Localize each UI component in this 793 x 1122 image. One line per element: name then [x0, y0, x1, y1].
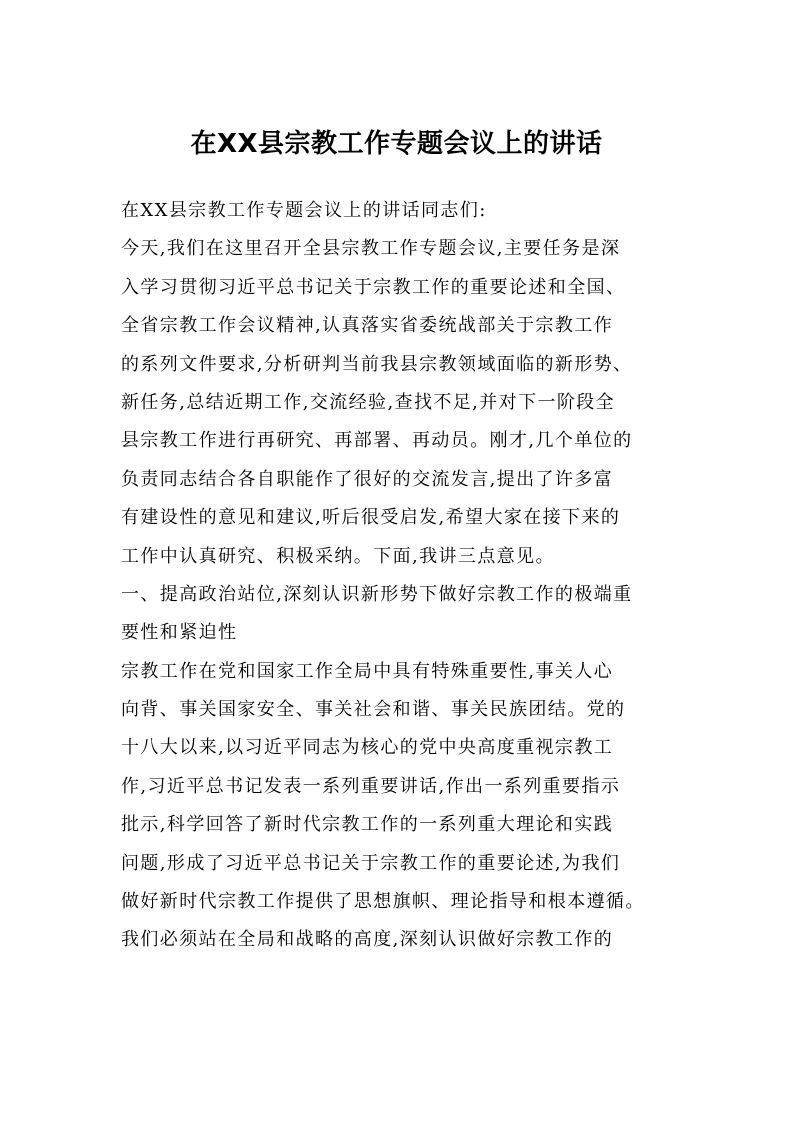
section-heading-line: 一、提高政治站位,深刻认识新形势下做好宗教工作的极端重 — [121, 583, 633, 605]
body-line: 问题,形成了习近平总书记关于宗教工作的重要论述,为我们 — [121, 852, 621, 874]
body-line: 批示,科学回答了新时代宗教工作的一系列重大理论和实践 — [121, 814, 614, 836]
document-title: 在XX县宗教工作专题会议上的讲话 — [190, 129, 603, 159]
body-line: 工作中认真研究、积极采纳。下面,我讲三点意见。 — [121, 545, 555, 567]
body-line: 十八大以来,以习近平同志为核心的党中央高度重视宗教工 — [121, 737, 614, 759]
body-line: 做好新时代宗教工作提供了思想旗帜、理论指导和根本遵循。 — [121, 891, 645, 913]
body-line: 全省宗教工作会议精神,认真落实省委统战部关于宗教工作 — [121, 315, 614, 337]
body-line: 我们必须站在全局和战略的高度,深刻认识做好宗教工作的 — [121, 929, 614, 951]
document-body — [121, 192, 677, 960]
body-line: 作,习近平总书记发表一系列重要讲话,作出一系列重要指示 — [121, 775, 621, 797]
body-line: 的系列文件要求,分析研判当前我县宗教领域面临的新形势、 — [121, 353, 633, 375]
body-line: 有建设性的意见和建议,听后很受启发,希望大家在接下来的 — [121, 507, 621, 529]
section-heading-line: 要性和紧迫性 — [121, 622, 238, 644]
body-line: 向背、事关国家安全、事关社会和谐、事关民族团结。党的 — [121, 699, 626, 721]
body-line: 宗教工作在党和国家工作全局中具有特殊重要性,事关人心 — [121, 660, 614, 682]
body-line: 县宗教工作进行再研究、再部署、再动员。刚才,几个单位的 — [121, 430, 633, 452]
body-line: 在XX县宗教工作专题会议上的讲话同志们: — [121, 200, 487, 221]
body-line: 入学习贯彻习近平总书记关于宗教工作的重要论述和全国、 — [121, 276, 626, 298]
body-line: 今天,我们在这里召开全县宗教工作专题会议,主要任务是深 — [121, 238, 621, 260]
body-line: 新任务,总结近期工作,交流经验,查找不足,并对下一阶段全 — [121, 391, 616, 413]
body-line: 负责同志结合各自职能作了很好的交流发言,提出了许多富 — [121, 468, 614, 490]
